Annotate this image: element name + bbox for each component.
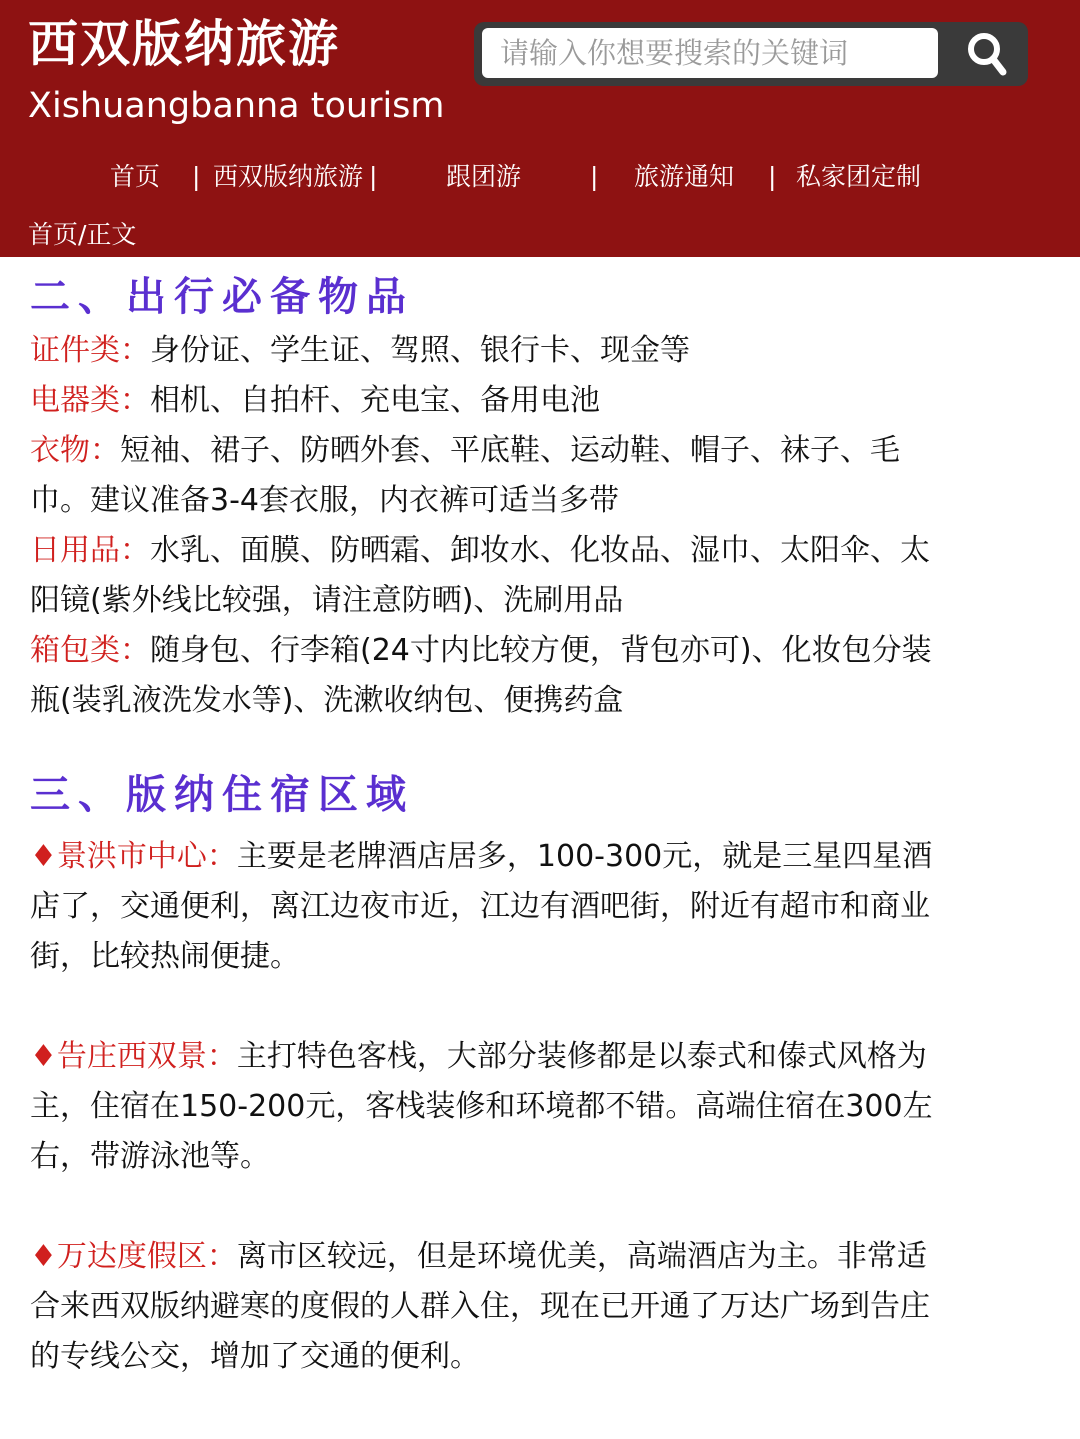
nav-travel-notice[interactable]: 旅游通知 [634, 162, 735, 191]
item-label: 电器类： [30, 383, 150, 418]
area-text: 右，带游泳池等。 [30, 1139, 270, 1174]
area-text: 店了，交通便利，离江边夜市近，江边有酒吧街，附近有超市和商业 [30, 889, 930, 924]
section-title-essentials: 二、出行必备物品 [30, 274, 414, 320]
diamond-icon: ♦ [30, 839, 57, 874]
area-label: 万达度假区： [56, 1239, 237, 1274]
item-text: 短袖、裙子、防晒外套、平底鞋、运动鞋、帽子、袜子、毛 [120, 433, 900, 468]
item-text: 随身包、行李箱(24寸内比较方便，背包亦可)、化妆包分装 [150, 633, 932, 668]
nav-home[interactable]: 首页 [110, 162, 161, 191]
item-text: 相机、自拍杆、充电宝、备用电池 [150, 383, 600, 418]
item-label: 衣物： [30, 433, 120, 468]
section-title-accommodation: 三、版纳住宿区域 [30, 772, 414, 818]
nav-group-tour[interactable]: 跟团游 [446, 162, 522, 191]
breadcrumb[interactable]: 首页/正文 [28, 220, 137, 249]
search-input[interactable] [482, 28, 938, 78]
item-label: 日用品： [30, 533, 150, 568]
nav-separator: | [369, 162, 378, 191]
nav-separator: | [590, 162, 599, 191]
item-text: 水乳、面膜、防晒霜、卸妆水、化妆品、湿巾、太阳伞、太 [150, 533, 930, 568]
item-text: 阳镜(紫外线比较强，请注意防晒)、洗刷用品 [30, 583, 624, 618]
diamond-icon: ♦ [30, 1239, 57, 1274]
search-icon [965, 30, 1009, 78]
site-subtitle: Xishuangbanna tourism [28, 86, 445, 126]
site-header [0, 0, 1080, 257]
search-bar [474, 22, 1028, 86]
nav-separator: | [192, 162, 201, 191]
site-title: 西双版纳旅游 [28, 15, 340, 73]
area-text: 街，比较热闹便捷。 [30, 939, 300, 974]
nav-private-tour[interactable]: 私家团定制 [796, 162, 922, 191]
area-text: 主，住宿在150-200元，客栈装修和环境都不错。高端住宿在300左 [30, 1089, 933, 1124]
area-text: 离市区较远，但是环境优美，高端酒店为主。非常适 [236, 1239, 927, 1274]
search-button[interactable] [952, 26, 1022, 82]
essentials-clothing [30, 426, 1040, 526]
area-label: 告庄西双景： [56, 1039, 237, 1074]
area-text: 的专线公交，增加了交通的便利。 [30, 1339, 480, 1374]
nav-xishuangbanna-tourism[interactable]: 西双版纳旅游 [213, 162, 364, 191]
area-wanda-resort [30, 1232, 1040, 1382]
main-nav [0, 150, 1080, 204]
nav-separator: | [768, 162, 777, 191]
essentials-daily-items [30, 526, 1040, 626]
area-label: 景洪市中心： [56, 839, 237, 874]
essentials-electronics [30, 376, 1040, 426]
area-jinghong-center [30, 832, 1040, 982]
area-text: 主打特色客栈，大部分装修都是以泰式和傣式风格为 [236, 1039, 927, 1074]
item-label: 箱包类： [30, 633, 150, 668]
area-text: 合来西双版纳避寒的度假的人群入住，现在已开通了万达广场到告庄 [30, 1289, 930, 1324]
article-content [30, 268, 1040, 1382]
item-text: 瓶(装乳液洗发水等)、洗漱收纳包、便携药盒 [30, 683, 624, 718]
essentials-documents [30, 326, 1040, 376]
item-text: 身份证、学生证、驾照、银行卡、现金等 [150, 333, 690, 368]
area-gaozhuang [30, 1032, 1040, 1182]
essentials-bags [30, 626, 1040, 726]
item-text: 巾。建议准备3-4套衣服，内衣裤可适当多带 [30, 483, 619, 518]
item-label: 证件类： [30, 333, 150, 368]
area-text: 主要是老牌酒店居多，100-300元，就是三星四星酒 [236, 839, 933, 874]
diamond-icon: ♦ [30, 1039, 57, 1074]
